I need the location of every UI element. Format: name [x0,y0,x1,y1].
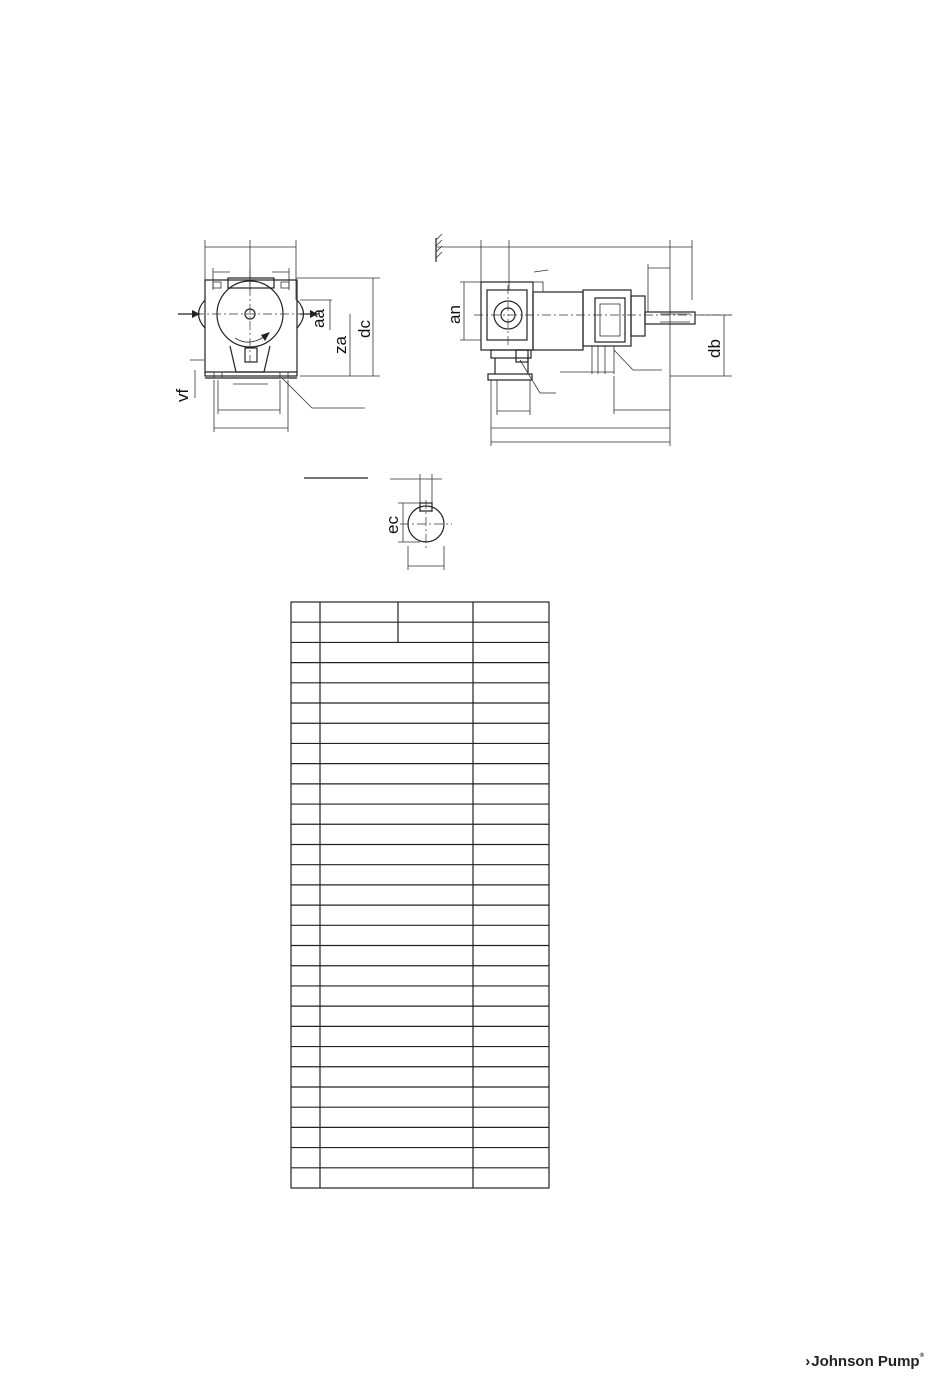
brand-logo [805,1353,924,1370]
dim-label-aa: aa [309,309,328,328]
dim-label-vf: vf [173,388,192,402]
dim-label-ec: ec [383,516,402,534]
logo-text: Johnson Pump [811,1353,920,1370]
front-view [173,240,380,432]
dim-label-db: db [705,339,724,358]
logo-registered-mark: ® [919,1353,924,1359]
dim-label-dc: dc [355,320,374,338]
dim-label-an: an [445,305,464,324]
side-view [436,234,732,446]
logo-chevron-icon: › [805,1353,811,1370]
shaft-detail [304,474,452,570]
dimension-table [291,602,549,1188]
dim-label-za: za [331,336,350,354]
